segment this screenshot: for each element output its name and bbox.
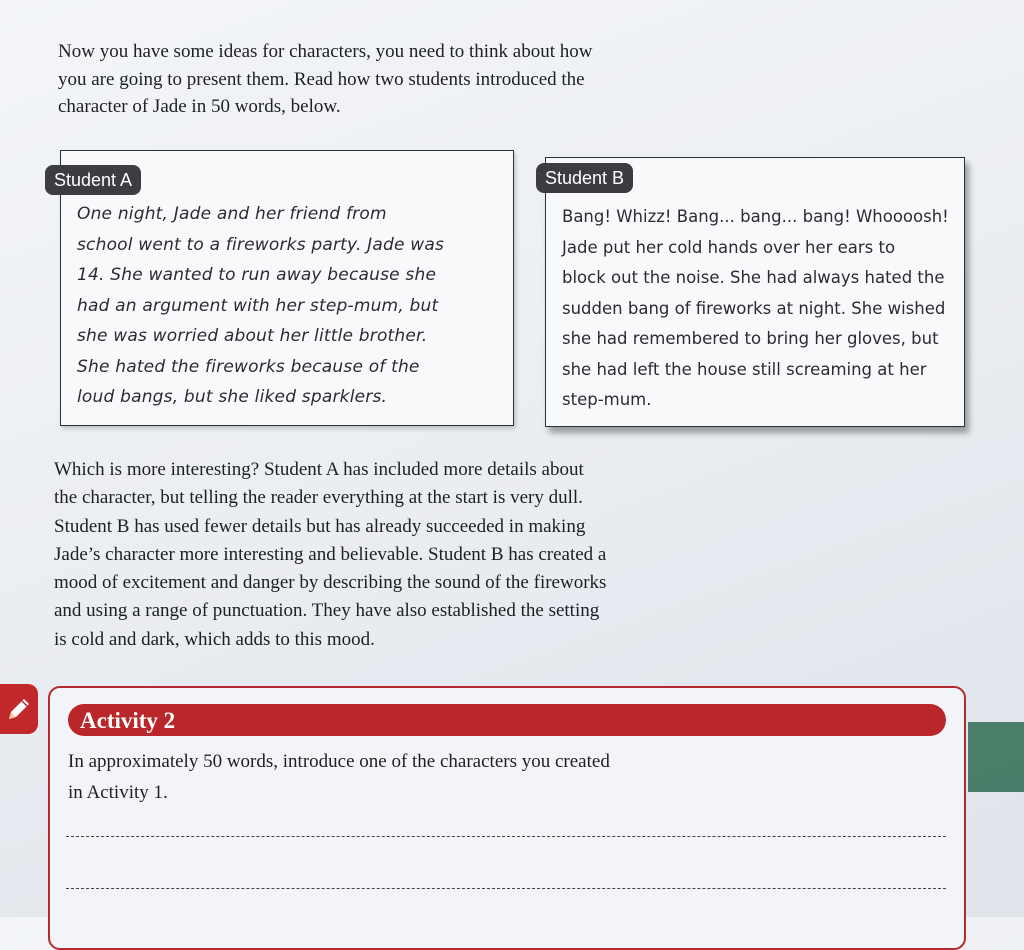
analysis-line: and using a range of punctuation. They have also established the setting bbox=[54, 600, 600, 622]
student-a-line: One night, Jade and her friend from bbox=[77, 204, 387, 224]
intro-line: character of Jade in 50 words, below. bbox=[58, 96, 341, 117]
analysis-line: mood of excitement and danger by describing the sound of the fireworks bbox=[54, 572, 607, 594]
activity-header bbox=[68, 704, 946, 736]
activity-line: In approximately 50 words, introduce one of the characters you created bbox=[68, 751, 610, 772]
student-b-line: she had left the house still screaming at her bbox=[562, 359, 927, 379]
student-b-line: Jade put her cold hands over her ears to bbox=[562, 237, 896, 257]
student-b-text bbox=[562, 202, 954, 416]
page-edge-tab bbox=[968, 722, 1024, 792]
analysis-paragraph bbox=[54, 456, 744, 654]
analysis-line: Jade’s character more interesting and believable. Student B has created a bbox=[54, 543, 607, 565]
intro-paragraph bbox=[58, 38, 738, 121]
student-a-line: She hated the fireworks because of the bbox=[77, 356, 420, 377]
student-b-box bbox=[545, 157, 965, 427]
student-a-line: 14. She wanted to run away because she bbox=[77, 265, 437, 285]
activity-line: in Activity 1. bbox=[68, 782, 168, 803]
activity-box bbox=[48, 686, 966, 950]
pencil-icon bbox=[0, 684, 38, 734]
activity-instructions bbox=[68, 746, 788, 808]
student-a-line: loud bangs, but she liked sparklers. bbox=[77, 387, 388, 407]
intro-line: you are going to present them. Read how two students introduced the bbox=[58, 68, 585, 90]
student-a-line: had an argument with her step-mum, but bbox=[77, 295, 439, 316]
student-a-text bbox=[77, 199, 497, 413]
student-b-line: block out the noise. She had always hated the bbox=[562, 268, 945, 287]
student-a-box bbox=[54, 150, 514, 426]
student-a-label: Student A bbox=[45, 165, 141, 195]
student-a-line: school went to a fireworks party. Jade was bbox=[77, 234, 445, 255]
student-b-line: Bang! Whizz! Bang... bang... bang! Whoooosh! bbox=[562, 207, 949, 226]
student-b-line: she had remembered to bring her gloves, but bbox=[562, 329, 939, 348]
answer-line[interactable] bbox=[66, 888, 946, 889]
analysis-line: the character, but telling the reader everything at the start is very dull. bbox=[54, 487, 583, 509]
analysis-line: Student B has used fewer details but has already succeeded in making bbox=[54, 515, 586, 537]
activity-title: Activity 2 bbox=[80, 708, 176, 733]
intro-line: Now you have some ideas for characters, you need to think about how bbox=[58, 41, 593, 62]
student-b-line: step-mum. bbox=[562, 390, 652, 409]
student-b-label: Student B bbox=[536, 163, 633, 193]
analysis-line: is cold and dark, which adds to this mood. bbox=[54, 628, 375, 650]
student-b-line: sudden bang of fireworks at night. She wished bbox=[562, 298, 946, 318]
analysis-line: Which is more interesting? Student A has included more details about bbox=[54, 459, 584, 480]
student-a-line: she was worried about her little brother. bbox=[77, 326, 428, 346]
answer-line[interactable] bbox=[66, 836, 946, 837]
